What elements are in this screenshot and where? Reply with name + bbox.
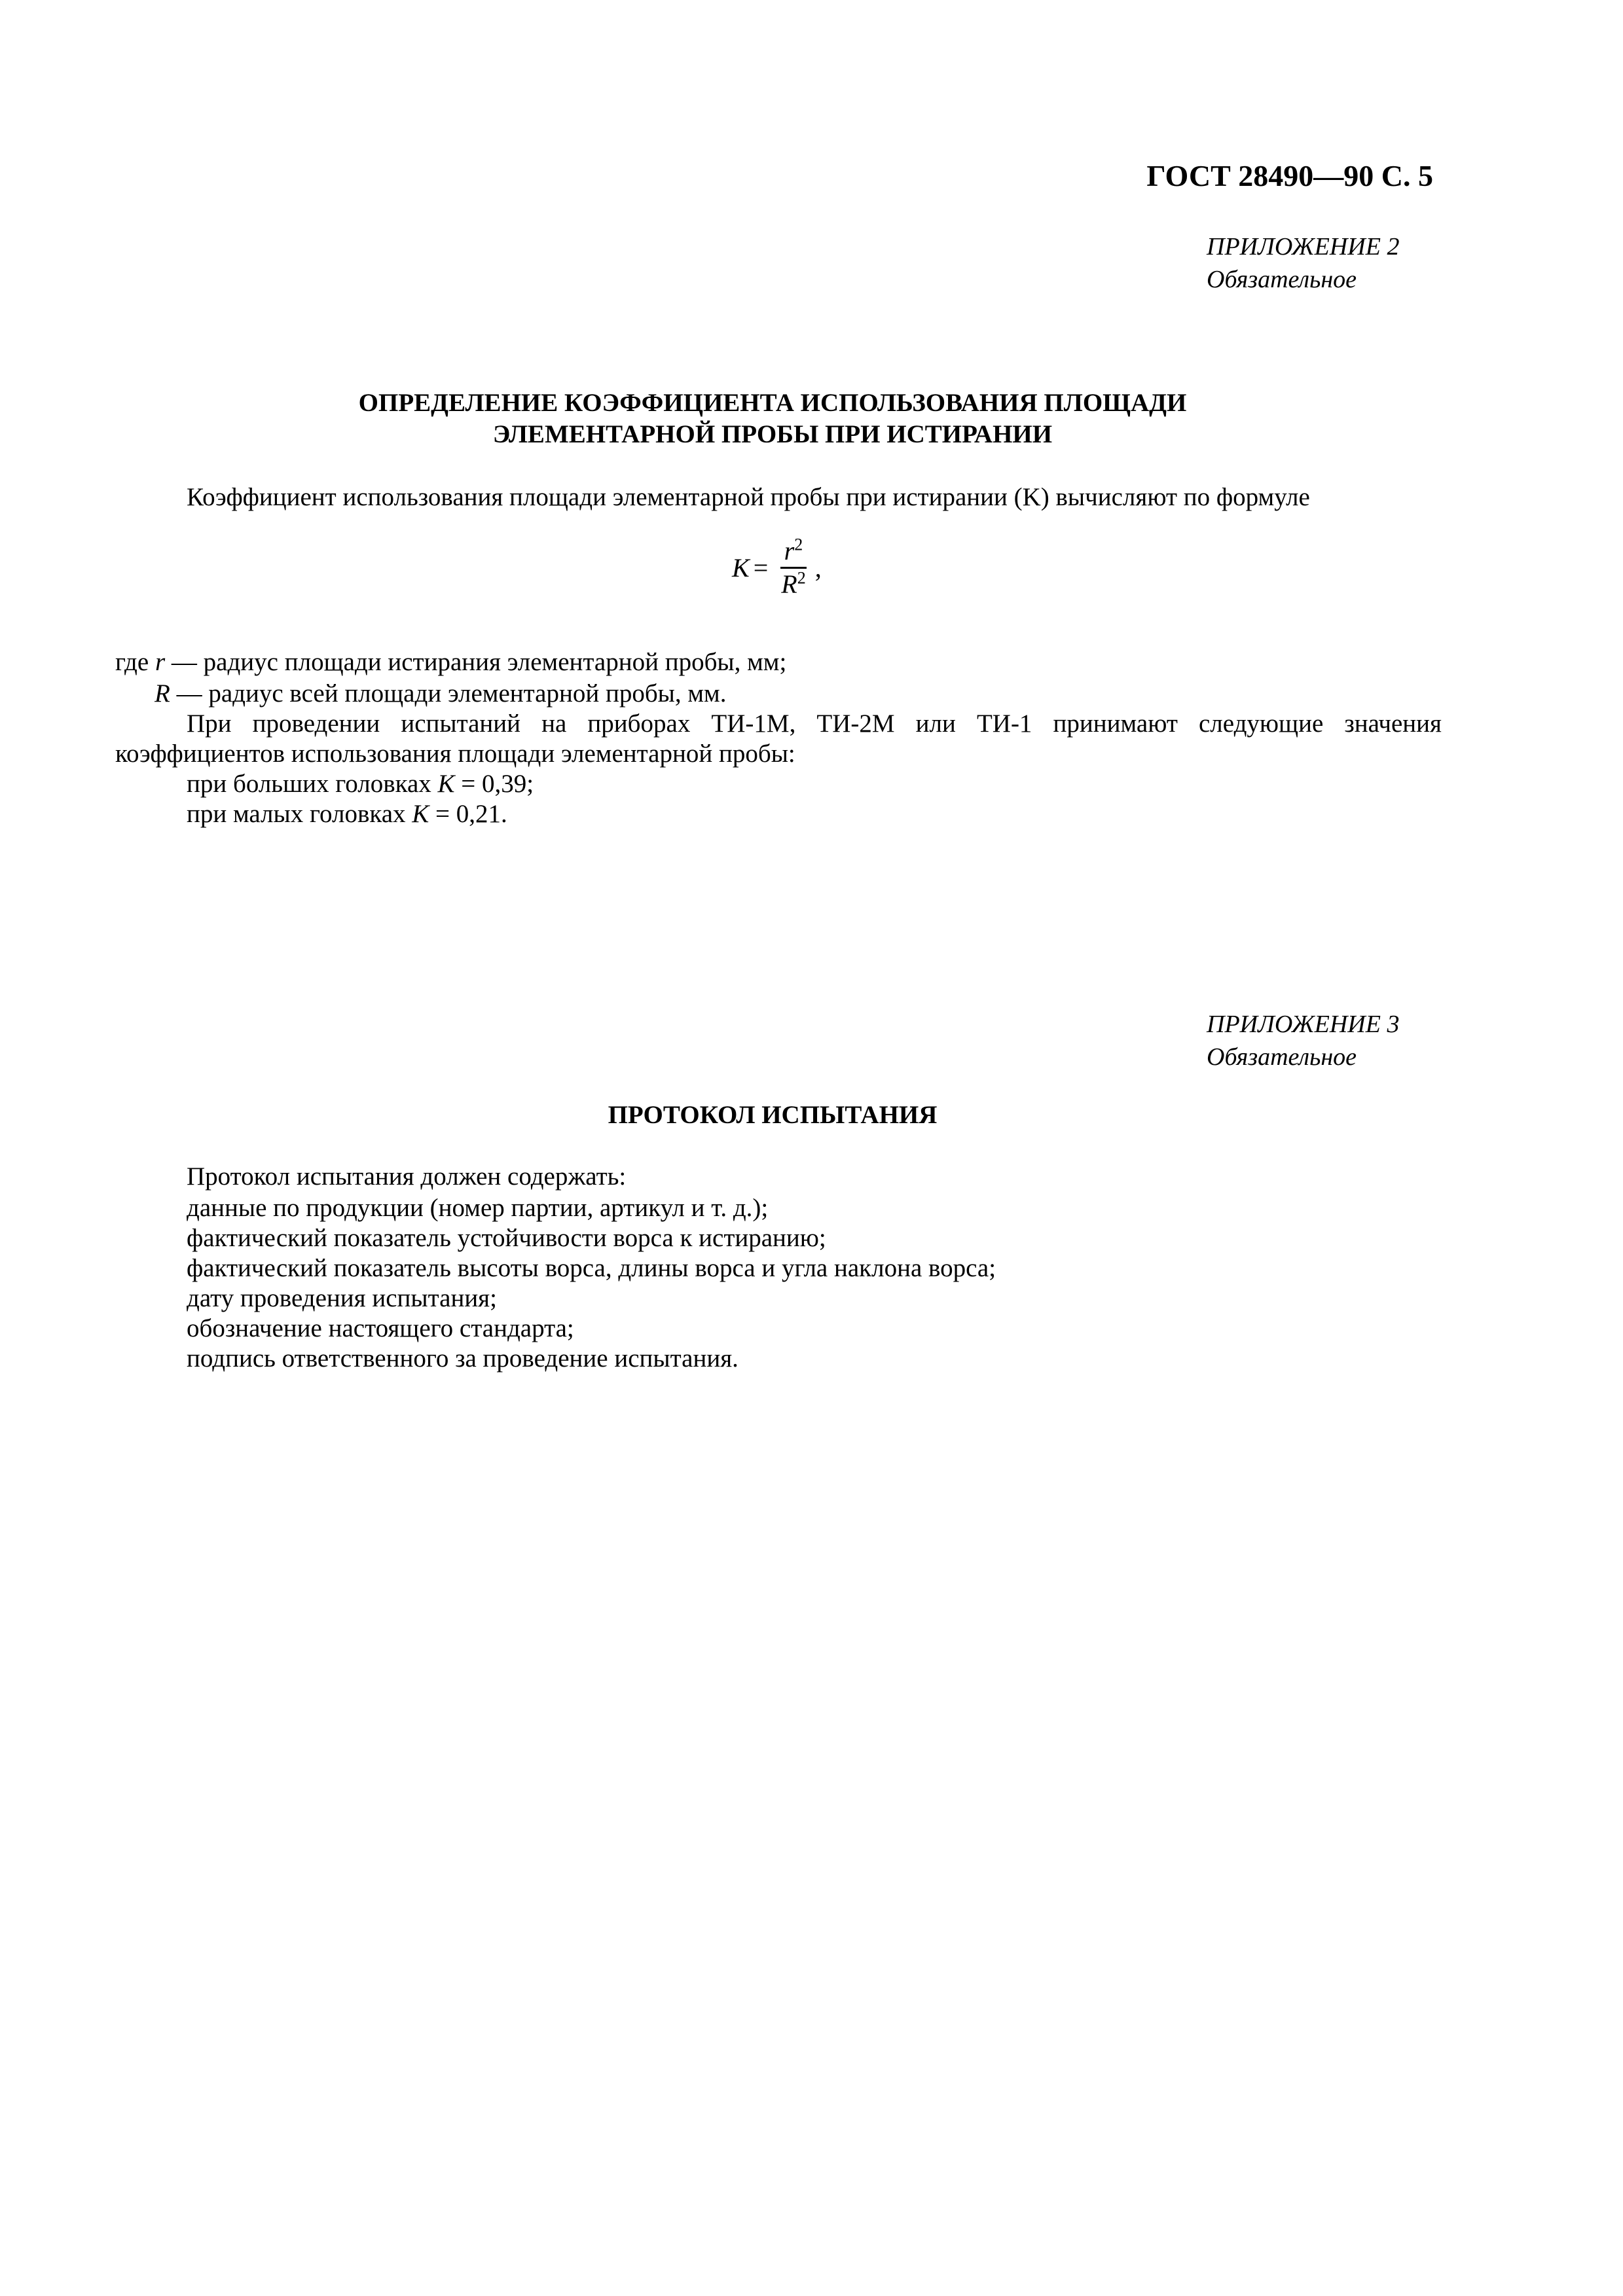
annex3-title: ПРОТОКОЛ ИСПЫТАНИЯ <box>608 1101 938 1129</box>
formula-fraction <box>777 537 809 599</box>
annex3-label: ПРИЛОЖЕНИЕ 3 <box>1207 1011 1400 1038</box>
formula-lhs: K <box>732 553 750 583</box>
formula-denominator: $R^2$ <box>781 568 806 599</box>
instruments-paragraph-line2: коэффициентов использования площади элементарной пробы: <box>115 740 795 768</box>
page-header: ГОСТ 28490—90 С. 5 <box>1146 159 1433 192</box>
instruments-paragraph-line1: При проведении испытаний на приборах ТИ-1М, ТИ-2М или ТИ-1 принимают следующие значения <box>187 709 1442 738</box>
formula-numerator: $r^2$ <box>780 537 807 569</box>
annex2-label: ПРИЛОЖЕНИЕ 2 <box>1207 233 1400 260</box>
k-formula <box>732 537 822 599</box>
where-R-line: R — радиус всей площади элементарной пробы, мм. <box>155 679 727 708</box>
protocol-item: обозначение настоящего стандарта; <box>187 1314 574 1342</box>
protocol-item: подпись ответственного за проведение испытания. <box>187 1344 739 1372</box>
formula-comma: , <box>814 553 822 583</box>
formula-equals: = <box>753 553 769 583</box>
protocol-item: данные по продукции (номер партии, артикул и т. д.); <box>187 1194 769 1222</box>
annex3-status: Обязательное <box>1207 1043 1357 1071</box>
protocol-item: дату проведения испытания; <box>187 1284 497 1312</box>
annex2-title-line2: ЭЛЕМЕНТАРНОЙ ПРОБЫ ПРИ ИСТИРАНИИ <box>492 420 1053 448</box>
annex2-intro: Коэффициент использования площади элементарной пробы при истирании (K) вычисляют по формуле <box>187 483 1310 511</box>
protocol-item: фактический показатель устойчивости ворса к истиранию; <box>187 1224 826 1252</box>
annex2-status: Обязательное <box>1207 266 1357 293</box>
annex2-title-line1: ОПРЕДЕЛЕНИЕ КОЭФФИЦИЕНТА ИСПОЛЬЗОВАНИЯ ПЛОЩАДИ <box>358 389 1187 417</box>
protocol-intro: Протокол испытания должен содержать: <box>187 1162 627 1191</box>
small-heads-value: при малых головках K = 0,21. <box>187 800 507 828</box>
protocol-item: фактический показатель высоты ворса, длины ворса и угла наклона ворса; <box>187 1254 996 1282</box>
large-heads-value: при больших головках K = 0,39; <box>187 770 534 798</box>
where-r-line: где r — радиус площади истирания элементарной пробы, мм; <box>115 648 787 676</box>
